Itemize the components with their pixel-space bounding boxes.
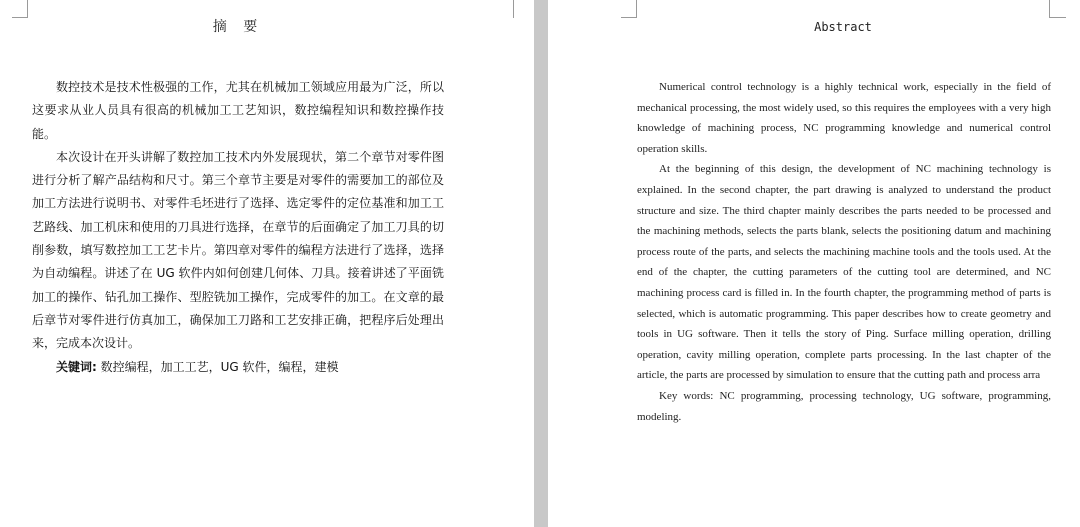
english-abstract-title: Abstract <box>814 20 872 34</box>
right-document-page <box>548 0 1080 527</box>
chinese-keywords-label: 关键词: <box>56 359 97 374</box>
english-abstract-body <box>637 77 1051 427</box>
chinese-abstract-body <box>32 76 444 379</box>
english-paragraph-2: At the beginning of this design, the development of NC machining technology is explained. In the second chapter, the part drawing is analyzed to understand the product structure and size. The third chapter mainly describes the parts needed to be processed and the machining methods, selects the parts blank, selects the positioning datum and machining process route of the parts, and selects the machining machine tools and the tools used. At the end of the chapter, the cutting parameters of the cutting tool are determined, and NC machining process card is filled in. In the fourth chapter, the programming method of parts is selected, which is automatic programming. This paper describes how to create geometry and tools in UG software. Then it tells the story of Ping. Surface milling operation, drilling operation, cavity milling operation, complete parts processing. In the last chapter of the article, the parts are processed by simulation to ensure that the cutting path and process arra <box>637 163 1051 382</box>
crop-mark <box>513 0 514 18</box>
crop-mark <box>621 17 637 18</box>
chinese-paragraph-1: 数控技术是技术性极强的工作，尤其在机械加工领域应用最为广泛，所以这要求从业人员具有很高的机械加工工艺知识，数控编程知识和数控操作技能。 <box>32 80 444 141</box>
left-document-page <box>0 0 534 527</box>
english-keywords: Key words: NC programming, processing technology, UG software, programming, modeling. <box>637 389 1051 423</box>
chinese-keywords-text: 数控编程，加工工艺，UG 软件，编程，建模 <box>96 359 339 374</box>
crop-mark <box>1049 0 1050 18</box>
chinese-paragraph-2: 本次设计在开头讲解了数控加工技术内外发展现状，第二个章节对零件图进行分析了解产品结构和尺寸。第三个章节主要是对零件的需要加工的部位及加工方法进行说明书、对零件毛坯进行了选择、选定零件的定位基准和加工工艺路线、加工机床和使用的刀具进行选择，在章节的后面确定了加工刀具的切削参数，填写数控加工工艺卡片。第四章对零件的编程方法进行了选择，选择为自动编程。讲述了在 UG 软件内如何创建几何体、刀具。接着讲述了平面铣加工的操作、钻孔加工操作、型腔铣加工操作，完成零件的加工。在文章的最后章节对零件进行仿真加工，确保加工刀路和工艺安排正确，把程序后处理出来，完成本次设计。 <box>32 149 444 351</box>
english-paragraph-1: Numerical control technology is a highly technical work, especially in the field of mechanical processing, the most widely used, so this requires the employees with a very high knowledge of machining process, NC programming knowledge and numerical control operation skills. <box>637 81 1051 155</box>
chinese-abstract-title: 摘 要 <box>212 19 264 35</box>
crop-mark <box>636 0 637 18</box>
crop-mark <box>1050 17 1066 18</box>
chinese-keywords <box>32 356 444 379</box>
page-gutter <box>534 0 548 527</box>
